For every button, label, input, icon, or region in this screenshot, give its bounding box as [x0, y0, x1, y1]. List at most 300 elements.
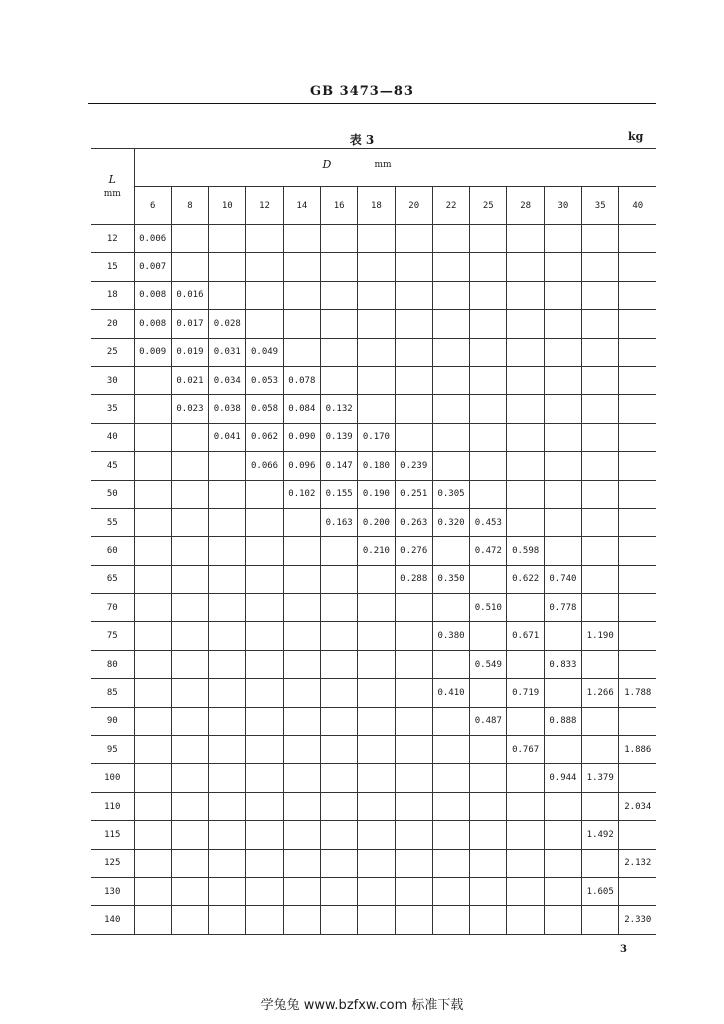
length-value: 12 [91, 225, 134, 253]
mass-value [358, 395, 395, 423]
length-value: 18 [91, 281, 134, 309]
mass-value [582, 366, 619, 394]
mass-value [470, 821, 507, 849]
mass-value: 0.719 [507, 679, 544, 707]
mass-value [544, 849, 581, 877]
mass-value: 0.251 [395, 480, 432, 508]
mass-value [283, 537, 320, 565]
length-value: 50 [91, 480, 134, 508]
mass-value [507, 452, 544, 480]
mass-value: 0.350 [432, 565, 469, 593]
mass-value [246, 281, 283, 309]
mass-value [246, 253, 283, 281]
mass-value: 0.084 [283, 395, 320, 423]
diameter-value: 10 [209, 187, 246, 225]
mass-value [619, 650, 656, 678]
mass-value: 0.021 [171, 366, 208, 394]
mass-value [470, 366, 507, 394]
table-row [91, 764, 656, 792]
mass-value: 0.944 [544, 764, 581, 792]
mass-value [358, 679, 395, 707]
mass-value [283, 281, 320, 309]
mass-value: 0.031 [209, 338, 246, 366]
mass-value [582, 849, 619, 877]
mass-value [582, 650, 619, 678]
mass-value [470, 310, 507, 338]
mass-value [171, 480, 208, 508]
length-value: 45 [91, 452, 134, 480]
mass-value [209, 849, 246, 877]
mass-value [470, 679, 507, 707]
mass-value [358, 792, 395, 820]
mass-value [171, 508, 208, 536]
diameter-value: 22 [432, 187, 469, 225]
mass-value [470, 736, 507, 764]
length-unit: mm [103, 188, 121, 199]
mass-value [395, 736, 432, 764]
mass-value: 0.263 [395, 508, 432, 536]
mass-value [209, 906, 246, 934]
mass-value [432, 792, 469, 820]
mass-value [544, 452, 581, 480]
mass-value [246, 225, 283, 253]
table-row [91, 650, 656, 678]
mass-value [358, 736, 395, 764]
mass-value [544, 253, 581, 281]
length-value: 110 [91, 792, 134, 820]
mass-value: 0.320 [432, 508, 469, 536]
mass-value: 0.066 [246, 452, 283, 480]
diameter-value: 30 [544, 187, 581, 225]
mass-value [432, 423, 469, 451]
mass-value: 0.062 [246, 423, 283, 451]
mass-value [432, 764, 469, 792]
mass-value [209, 225, 246, 253]
mass-value: 2.034 [619, 792, 656, 820]
length-value: 80 [91, 650, 134, 678]
mass-value [470, 395, 507, 423]
mass-value [358, 281, 395, 309]
length-value: 130 [91, 877, 134, 905]
mass-value [507, 310, 544, 338]
mass-value [507, 906, 544, 934]
mass-value: 0.671 [507, 622, 544, 650]
mass-value: 0.190 [358, 480, 395, 508]
length-value: 95 [91, 736, 134, 764]
mass-value [134, 906, 171, 934]
diameter-value: 16 [320, 187, 357, 225]
mass-value [171, 792, 208, 820]
mass-value [619, 594, 656, 622]
mass-value: 0.276 [395, 537, 432, 565]
mass-value [395, 310, 432, 338]
mass-value [320, 225, 357, 253]
mass-value [544, 792, 581, 820]
table-row [91, 225, 656, 253]
mass-value [320, 310, 357, 338]
mass-value: 0.008 [134, 281, 171, 309]
table-row [91, 707, 656, 735]
table-row [91, 679, 656, 707]
mass-value: 0.034 [209, 366, 246, 394]
mass-value [134, 622, 171, 650]
mass-value [320, 707, 357, 735]
mass-value: 0.380 [432, 622, 469, 650]
mass-value [507, 508, 544, 536]
mass-value [582, 338, 619, 366]
mass-value [544, 423, 581, 451]
mass-value [395, 281, 432, 309]
mass-value: 0.009 [134, 338, 171, 366]
mass-value: 0.023 [171, 395, 208, 423]
table-row [91, 849, 656, 877]
diameter-value: 14 [283, 187, 320, 225]
mass-value [134, 395, 171, 423]
diameter-value: 28 [507, 187, 544, 225]
mass-value [283, 565, 320, 593]
mass-value [619, 423, 656, 451]
mass-value [619, 622, 656, 650]
mass-value [470, 423, 507, 451]
mass-value [470, 849, 507, 877]
mass-value [358, 338, 395, 366]
mass-value: 0.147 [320, 452, 357, 480]
table-row [91, 310, 656, 338]
mass-value [619, 565, 656, 593]
mass-value [432, 707, 469, 735]
mass-value [358, 764, 395, 792]
table-row [91, 594, 656, 622]
mass-value [619, 480, 656, 508]
mass-value [246, 650, 283, 678]
mass-value [320, 253, 357, 281]
mass-value [619, 338, 656, 366]
mass-value [171, 906, 208, 934]
diameter-value: 35 [582, 187, 619, 225]
mass-value [320, 679, 357, 707]
mass-value [171, 679, 208, 707]
length-value: 90 [91, 707, 134, 735]
mass-value [544, 622, 581, 650]
mass-value [171, 707, 208, 735]
mass-value [619, 877, 656, 905]
length-value: 100 [91, 764, 134, 792]
mass-value [134, 792, 171, 820]
mass-value [619, 707, 656, 735]
mass-value [209, 565, 246, 593]
mass-value [507, 225, 544, 253]
mass-value [283, 338, 320, 366]
mass-value [209, 281, 246, 309]
mass-value [395, 253, 432, 281]
diameter-header [134, 149, 656, 187]
mass-value [432, 366, 469, 394]
mass-value: 0.833 [544, 650, 581, 678]
mass-value [619, 764, 656, 792]
mass-value [134, 508, 171, 536]
mass-value [358, 366, 395, 394]
diameter-value: 6 [134, 187, 171, 225]
mass-value [134, 679, 171, 707]
mass-value [246, 906, 283, 934]
diameter-value: 8 [171, 187, 208, 225]
mass-value [432, 650, 469, 678]
mass-value [283, 792, 320, 820]
mass-value [358, 849, 395, 877]
mass-value [395, 650, 432, 678]
table-row [91, 906, 656, 934]
mass-value: 0.096 [283, 452, 320, 480]
mass-value: 0.622 [507, 565, 544, 593]
mass-value: 0.078 [283, 366, 320, 394]
mass-value: 0.598 [507, 537, 544, 565]
mass-value [582, 480, 619, 508]
mass-value [171, 225, 208, 253]
mass-value [395, 764, 432, 792]
mass-value: 0.139 [320, 423, 357, 451]
mass-value [283, 764, 320, 792]
table-caption: 表 3 [349, 133, 375, 147]
mass-value [544, 338, 581, 366]
mass-value [544, 366, 581, 394]
mass-value [358, 253, 395, 281]
mass-value [507, 395, 544, 423]
diameter-value: 40 [619, 187, 656, 225]
mass-value [582, 452, 619, 480]
mass-value [432, 452, 469, 480]
mass-value [395, 338, 432, 366]
length-value: 125 [91, 849, 134, 877]
mass-value [507, 849, 544, 877]
mass-value: 0.041 [209, 423, 246, 451]
length-value: 85 [91, 679, 134, 707]
mass-value [619, 225, 656, 253]
mass-value [358, 707, 395, 735]
mass-value [395, 622, 432, 650]
mass-value [283, 253, 320, 281]
standard-number: GB 3473—83 [310, 84, 414, 99]
mass-table [91, 148, 656, 935]
table-row [91, 253, 656, 281]
mass-value: 0.200 [358, 508, 395, 536]
table-row [91, 821, 656, 849]
mass-value [470, 877, 507, 905]
mass-value: 0.410 [432, 679, 469, 707]
mass-value [470, 565, 507, 593]
mass-value [582, 423, 619, 451]
mass-value [246, 594, 283, 622]
length-value: 30 [91, 366, 134, 394]
diameter-value: 12 [246, 187, 283, 225]
mass-value [171, 423, 208, 451]
mass-value [283, 679, 320, 707]
mass-value [582, 736, 619, 764]
mass-value [171, 877, 208, 905]
mass-value: 1.190 [582, 622, 619, 650]
mass-value [320, 736, 357, 764]
mass-value [395, 821, 432, 849]
mass-value [320, 594, 357, 622]
mass-value [134, 764, 171, 792]
mass-value [246, 764, 283, 792]
mass-value: 0.305 [432, 480, 469, 508]
mass-value: 1.492 [582, 821, 619, 849]
mass-value: 0.053 [246, 366, 283, 394]
mass-value: 0.017 [171, 310, 208, 338]
mass-value: 0.016 [171, 281, 208, 309]
mass-value [320, 877, 357, 905]
mass-value: 1.886 [619, 736, 656, 764]
mass-value [582, 565, 619, 593]
diameter-value: 18 [358, 187, 395, 225]
mass-value: 0.006 [134, 225, 171, 253]
mass-value: 0.170 [358, 423, 395, 451]
mass-value [171, 764, 208, 792]
mass-value [395, 423, 432, 451]
mass-value [283, 622, 320, 650]
length-value: 60 [91, 537, 134, 565]
mass-value [134, 736, 171, 764]
mass-value: 0.019 [171, 338, 208, 366]
mass-value [246, 849, 283, 877]
mass-value: 0.155 [320, 480, 357, 508]
mass-value: 0.740 [544, 565, 581, 593]
table-row [91, 338, 656, 366]
length-value: 55 [91, 508, 134, 536]
mass-value [582, 792, 619, 820]
length-value: 65 [91, 565, 134, 593]
length-value: 140 [91, 906, 134, 934]
mass-value: 0.767 [507, 736, 544, 764]
mass-value [470, 253, 507, 281]
table-row [91, 877, 656, 905]
mass-value [358, 906, 395, 934]
mass-value [544, 508, 581, 536]
mass-value [209, 707, 246, 735]
mass-value: 0.778 [544, 594, 581, 622]
mass-value [171, 537, 208, 565]
diameter-unit: mm [374, 160, 392, 170]
mass-value [358, 594, 395, 622]
mass-value: 0.008 [134, 310, 171, 338]
length-symbol: L [108, 172, 116, 186]
table-row [91, 792, 656, 820]
mass-value [507, 253, 544, 281]
mass-value [209, 764, 246, 792]
mass-value: 0.049 [246, 338, 283, 366]
mass-value [582, 707, 619, 735]
mass-value [619, 537, 656, 565]
mass-value [544, 281, 581, 309]
mass-value [395, 395, 432, 423]
mass-value [246, 537, 283, 565]
table-row [91, 736, 656, 764]
mass-value [507, 338, 544, 366]
length-header [91, 149, 134, 225]
mass-value: 0.472 [470, 537, 507, 565]
mass-value [171, 849, 208, 877]
mass-value [470, 764, 507, 792]
mass-value [320, 849, 357, 877]
diameter-symbol: D [322, 158, 332, 171]
mass-value [544, 310, 581, 338]
mass-value [507, 366, 544, 394]
mass-value [619, 366, 656, 394]
mass-value [432, 594, 469, 622]
table-row [91, 395, 656, 423]
mass-value [209, 679, 246, 707]
mass-value [209, 622, 246, 650]
mass-value [171, 736, 208, 764]
mass-value [283, 849, 320, 877]
table-body [91, 225, 656, 935]
mass-value [134, 452, 171, 480]
length-value: 35 [91, 395, 134, 423]
mass-value [395, 225, 432, 253]
mass-value [432, 310, 469, 338]
mass-value [246, 707, 283, 735]
mass-value [246, 679, 283, 707]
length-value: 70 [91, 594, 134, 622]
mass-value [432, 395, 469, 423]
mass-value [432, 338, 469, 366]
mass-value: 0.510 [470, 594, 507, 622]
mass-value [246, 821, 283, 849]
table-row [91, 452, 656, 480]
mass-value [320, 792, 357, 820]
mass-value [619, 395, 656, 423]
mass-value [283, 225, 320, 253]
mass-value: 0.239 [395, 452, 432, 480]
mass-value [283, 707, 320, 735]
mass-value [619, 821, 656, 849]
mass-value [246, 508, 283, 536]
mass-value [395, 594, 432, 622]
mass-value [358, 565, 395, 593]
mass-value [246, 736, 283, 764]
mass-value [283, 650, 320, 678]
mass-value [209, 650, 246, 678]
mass-value [544, 821, 581, 849]
mass-value: 1.266 [582, 679, 619, 707]
length-value: 15 [91, 253, 134, 281]
mass-value [358, 310, 395, 338]
length-value: 25 [91, 338, 134, 366]
mass-value [320, 650, 357, 678]
mass-value [507, 281, 544, 309]
mass-value [246, 792, 283, 820]
mass-value [582, 395, 619, 423]
mass-value: 0.028 [209, 310, 246, 338]
mass-value [507, 594, 544, 622]
mass-value [582, 537, 619, 565]
mass-value [470, 452, 507, 480]
length-value: 75 [91, 622, 134, 650]
mass-value: 0.163 [320, 508, 357, 536]
table-row [91, 622, 656, 650]
length-value: 40 [91, 423, 134, 451]
mass-value [395, 792, 432, 820]
mass-value [544, 480, 581, 508]
mass-value [395, 679, 432, 707]
mass-value [432, 736, 469, 764]
mass-value [619, 281, 656, 309]
mass-value [171, 650, 208, 678]
table-row [91, 281, 656, 309]
mass-value [134, 537, 171, 565]
mass-value [134, 366, 171, 394]
mass-value [544, 877, 581, 905]
